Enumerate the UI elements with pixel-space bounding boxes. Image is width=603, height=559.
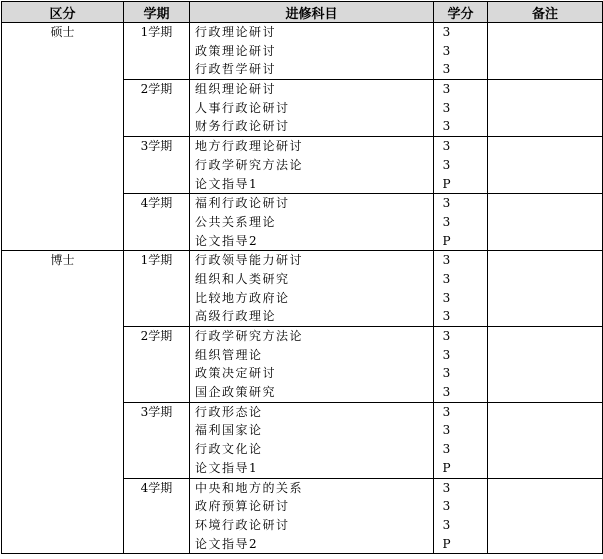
credit-value: 3 xyxy=(442,423,451,438)
credit-value: 3 xyxy=(442,82,451,97)
course-name: 福利国家论 xyxy=(195,423,263,438)
header-credit: 学分 xyxy=(434,2,488,23)
course-name: 环境行政论研讨 xyxy=(195,517,290,532)
course-name: 人事行政论研讨 xyxy=(195,100,290,115)
credit-value: 3 xyxy=(442,404,451,419)
credit-value: 3 xyxy=(442,139,451,154)
credit-value: 3 xyxy=(442,25,451,39)
course-name: 行政领导能力研讨 xyxy=(195,253,304,268)
credit-value: 3 xyxy=(442,100,451,115)
header-course: 进修科目 xyxy=(190,2,434,23)
credit-value: 3 xyxy=(442,62,451,77)
credit-value: 3 xyxy=(442,385,451,400)
credit-cell xyxy=(434,137,488,194)
credit-value: P xyxy=(442,460,451,475)
note-cell xyxy=(488,80,603,137)
course-name: 政策决定研讨 xyxy=(195,366,277,381)
term-cell: 1学期 xyxy=(124,251,190,327)
credit-value: 3 xyxy=(442,214,451,229)
credit-cell xyxy=(434,80,488,137)
term-cell: 3学期 xyxy=(124,137,190,194)
course-name: 行政学研究方法论 xyxy=(195,329,304,343)
course-cell xyxy=(190,327,434,403)
course-cell xyxy=(190,402,434,478)
term-cell: 3学期 xyxy=(124,402,190,478)
credit-cell xyxy=(434,327,488,403)
course-name: 行政哲学研讨 xyxy=(195,62,277,77)
credit-value: 3 xyxy=(442,499,451,514)
course-name: 组织管理论 xyxy=(195,347,263,362)
term-row xyxy=(2,23,603,80)
course-name: 政府预算论研讨 xyxy=(195,499,290,514)
term-cell: 2学期 xyxy=(124,80,190,137)
course-name: 政策理论研讨 xyxy=(195,43,277,58)
credit-value: 3 xyxy=(442,309,451,324)
course-name: 国企政策研究 xyxy=(195,385,277,400)
course-name: 论文指导2 xyxy=(195,233,259,248)
credit-value: P xyxy=(442,176,451,191)
course-name: 行政文化论 xyxy=(195,442,263,457)
credit-cell xyxy=(434,194,488,251)
course-name: 组织和人类研究 xyxy=(195,271,290,286)
note-cell xyxy=(488,23,603,80)
credit-value: P xyxy=(442,233,451,248)
course-cell xyxy=(190,478,434,554)
course-name: 论文指导2 xyxy=(195,536,259,551)
header-term: 学期 xyxy=(124,2,190,23)
course-name: 行政理论研讨 xyxy=(195,25,277,39)
course-name: 高级行政理论 xyxy=(195,309,277,324)
note-cell xyxy=(488,137,603,194)
zone-cell: 博士 xyxy=(2,251,124,554)
note-cell xyxy=(488,251,603,327)
course-name: 公共关系理论 xyxy=(195,214,277,229)
credit-value: P xyxy=(442,536,451,551)
credit-value: 3 xyxy=(442,196,451,211)
course-name: 比较地方政府论 xyxy=(195,290,290,305)
credit-value: 3 xyxy=(442,271,451,286)
credit-cell xyxy=(434,251,488,327)
note-cell xyxy=(488,327,603,403)
course-name: 组织理论研讨 xyxy=(195,82,277,97)
term-cell: 4学期 xyxy=(124,194,190,251)
zone-cell: 硕士 xyxy=(2,23,124,251)
course-cell xyxy=(190,80,434,137)
course-cell xyxy=(190,251,434,327)
note-cell xyxy=(488,402,603,478)
note-cell xyxy=(488,478,603,554)
course-table xyxy=(1,1,603,554)
course-name: 行政形态论 xyxy=(195,404,263,419)
term-cell: 1学期 xyxy=(124,23,190,80)
credit-value: 3 xyxy=(442,119,451,134)
course-cell xyxy=(190,194,434,251)
header-row xyxy=(2,2,603,23)
credit-value: 3 xyxy=(442,329,451,343)
course-cell xyxy=(190,23,434,80)
credit-value: 3 xyxy=(442,347,451,362)
course-name: 论文指导1 xyxy=(195,460,259,475)
course-cell xyxy=(190,137,434,194)
header-zone: 区分 xyxy=(2,2,124,23)
credit-cell xyxy=(434,402,488,478)
credit-value: 3 xyxy=(442,366,451,381)
credit-value: 3 xyxy=(442,480,451,495)
course-name: 论文指导1 xyxy=(195,176,259,191)
credit-value: 3 xyxy=(442,157,451,172)
credit-cell xyxy=(434,478,488,554)
credit-value: 3 xyxy=(442,517,451,532)
credit-value: 3 xyxy=(442,290,451,305)
note-cell xyxy=(488,194,603,251)
course-name: 地方行政理论研讨 xyxy=(195,139,304,154)
course-name: 行政学研究方法论 xyxy=(195,157,304,172)
course-name: 中央和地方的关系 xyxy=(195,480,304,495)
term-cell: 4学期 xyxy=(124,478,190,554)
credit-value: 3 xyxy=(442,43,451,58)
credit-value: 3 xyxy=(442,253,451,268)
credit-cell xyxy=(434,23,488,80)
term-cell: 2学期 xyxy=(124,327,190,403)
header-note: 备注 xyxy=(488,2,603,23)
course-name: 福利行政论研讨 xyxy=(195,196,290,211)
term-row xyxy=(2,251,603,327)
table-body xyxy=(2,23,603,554)
course-name: 财务行政论研讨 xyxy=(195,119,290,134)
credit-value: 3 xyxy=(442,442,451,457)
